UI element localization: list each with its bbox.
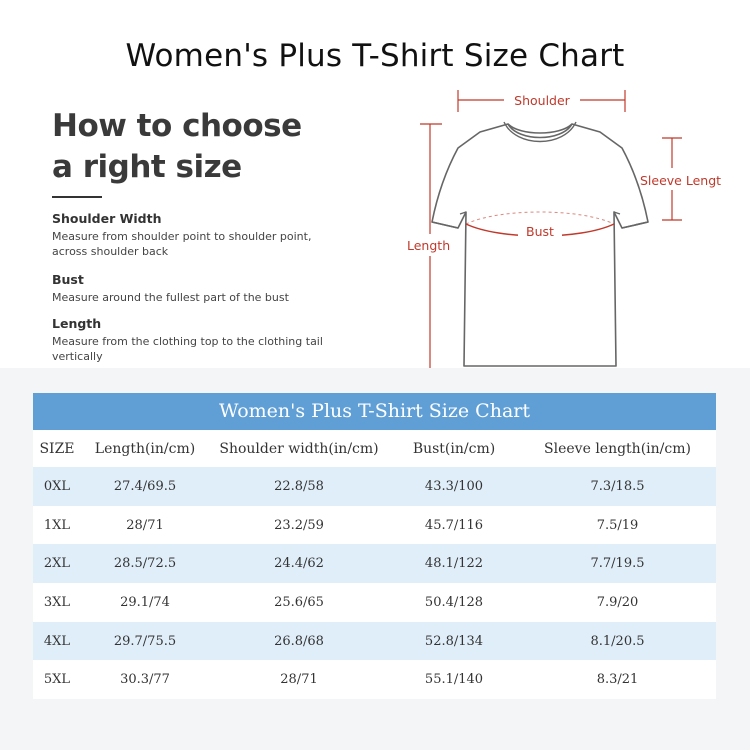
column-header: SIZE: [33, 430, 81, 467]
bust-cell: 43.3/100: [389, 467, 519, 506]
shoulder-cell: 24.4/62: [209, 544, 389, 583]
size-cell: 2XL: [33, 544, 81, 583]
bust-cell: 52.8/134: [389, 622, 519, 661]
measure-desc-line1: Measure from shoulder point to shoulder point,: [52, 230, 312, 243]
bust-cell: 50.4/128: [389, 583, 519, 622]
size-cell: 4XL: [33, 622, 81, 661]
size-cell: 3XL: [33, 583, 81, 622]
length-cell: 29.1/74: [81, 583, 209, 622]
sleeve-cell: 8.3/21: [519, 660, 716, 699]
sleeve-cell: 8.1/20.5: [519, 622, 716, 661]
size-cell: 0XL: [33, 467, 81, 506]
bust-cell: 45.7/116: [389, 506, 519, 545]
size-table-grid: [33, 430, 716, 699]
guide-heading-line2: a right size: [52, 149, 242, 185]
measure-desc-line2: across shoulder back: [52, 245, 169, 258]
guide-heading: [52, 106, 302, 188]
measure-title: Length: [52, 316, 102, 331]
bust-label: Bust: [526, 224, 554, 239]
heading-divider: [52, 196, 102, 198]
shoulder-cell: 22.8/58: [209, 467, 389, 506]
length-label: Length: [407, 238, 451, 253]
measure-desc-line1: Measure around the fullest part of the bust: [52, 291, 289, 304]
measure-title: Shoulder Width: [52, 211, 162, 226]
column-header: Length(in/cm): [81, 430, 209, 467]
length-cell: 27.4/69.5: [81, 467, 209, 506]
tshirt-diagram: [400, 84, 730, 374]
sleeve-cell: 7.9/20: [519, 583, 716, 622]
length-cell: 28.5/72.5: [81, 544, 209, 583]
measure-shoulder: [52, 211, 362, 259]
measure-desc-line2: vertically: [52, 350, 103, 363]
sleeve-cell: 7.5/19: [519, 506, 716, 545]
table-row: [33, 506, 716, 545]
tshirt-svg: [400, 84, 730, 374]
shoulder-cell: 26.8/68: [209, 622, 389, 661]
bust-cell: 55.1/140: [389, 660, 519, 699]
page-title: Women's Plus T-Shirt Size Chart: [125, 38, 625, 74]
size-table-title: Women's Plus T-Shirt Size Chart: [33, 393, 716, 430]
table-row: [33, 544, 716, 583]
guide-heading-line1: How to choose: [52, 108, 302, 144]
measure-bust: [52, 272, 362, 305]
length-cell: 29.7/75.5: [81, 622, 209, 661]
table-header-row: [33, 430, 716, 467]
shoulder-label: Shoulder: [514, 93, 570, 108]
column-header: Bust(in/cm): [389, 430, 519, 467]
length-cell: 30.3/77: [81, 660, 209, 699]
length-cell: 28/71: [81, 506, 209, 545]
sleeve-cell: 7.3/18.5: [519, 467, 716, 506]
size-cell: 5XL: [33, 660, 81, 699]
shoulder-cell: 23.2/59: [209, 506, 389, 545]
size-cell: 1XL: [33, 506, 81, 545]
table-row: [33, 622, 716, 661]
table-row: [33, 660, 716, 699]
measure-title: Bust: [52, 272, 84, 287]
shoulder-cell: 28/71: [209, 660, 389, 699]
table-row: [33, 467, 716, 506]
column-header: Sleeve length(in/cm): [519, 430, 716, 467]
size-table: [33, 393, 716, 699]
sleeve-label: Sleeve Lengt: [640, 173, 722, 188]
sleeve-cell: 7.7/19.5: [519, 544, 716, 583]
tshirt-outline-icon: [432, 124, 648, 366]
bust-cell: 48.1/122: [389, 544, 519, 583]
measure-desc-line1: Measure from the clothing top to the clothing tail: [52, 335, 323, 348]
table-row: [33, 583, 716, 622]
column-header: Shoulder width(in/cm): [209, 430, 389, 467]
shoulder-cell: 25.6/65: [209, 583, 389, 622]
measure-length: [52, 316, 362, 364]
